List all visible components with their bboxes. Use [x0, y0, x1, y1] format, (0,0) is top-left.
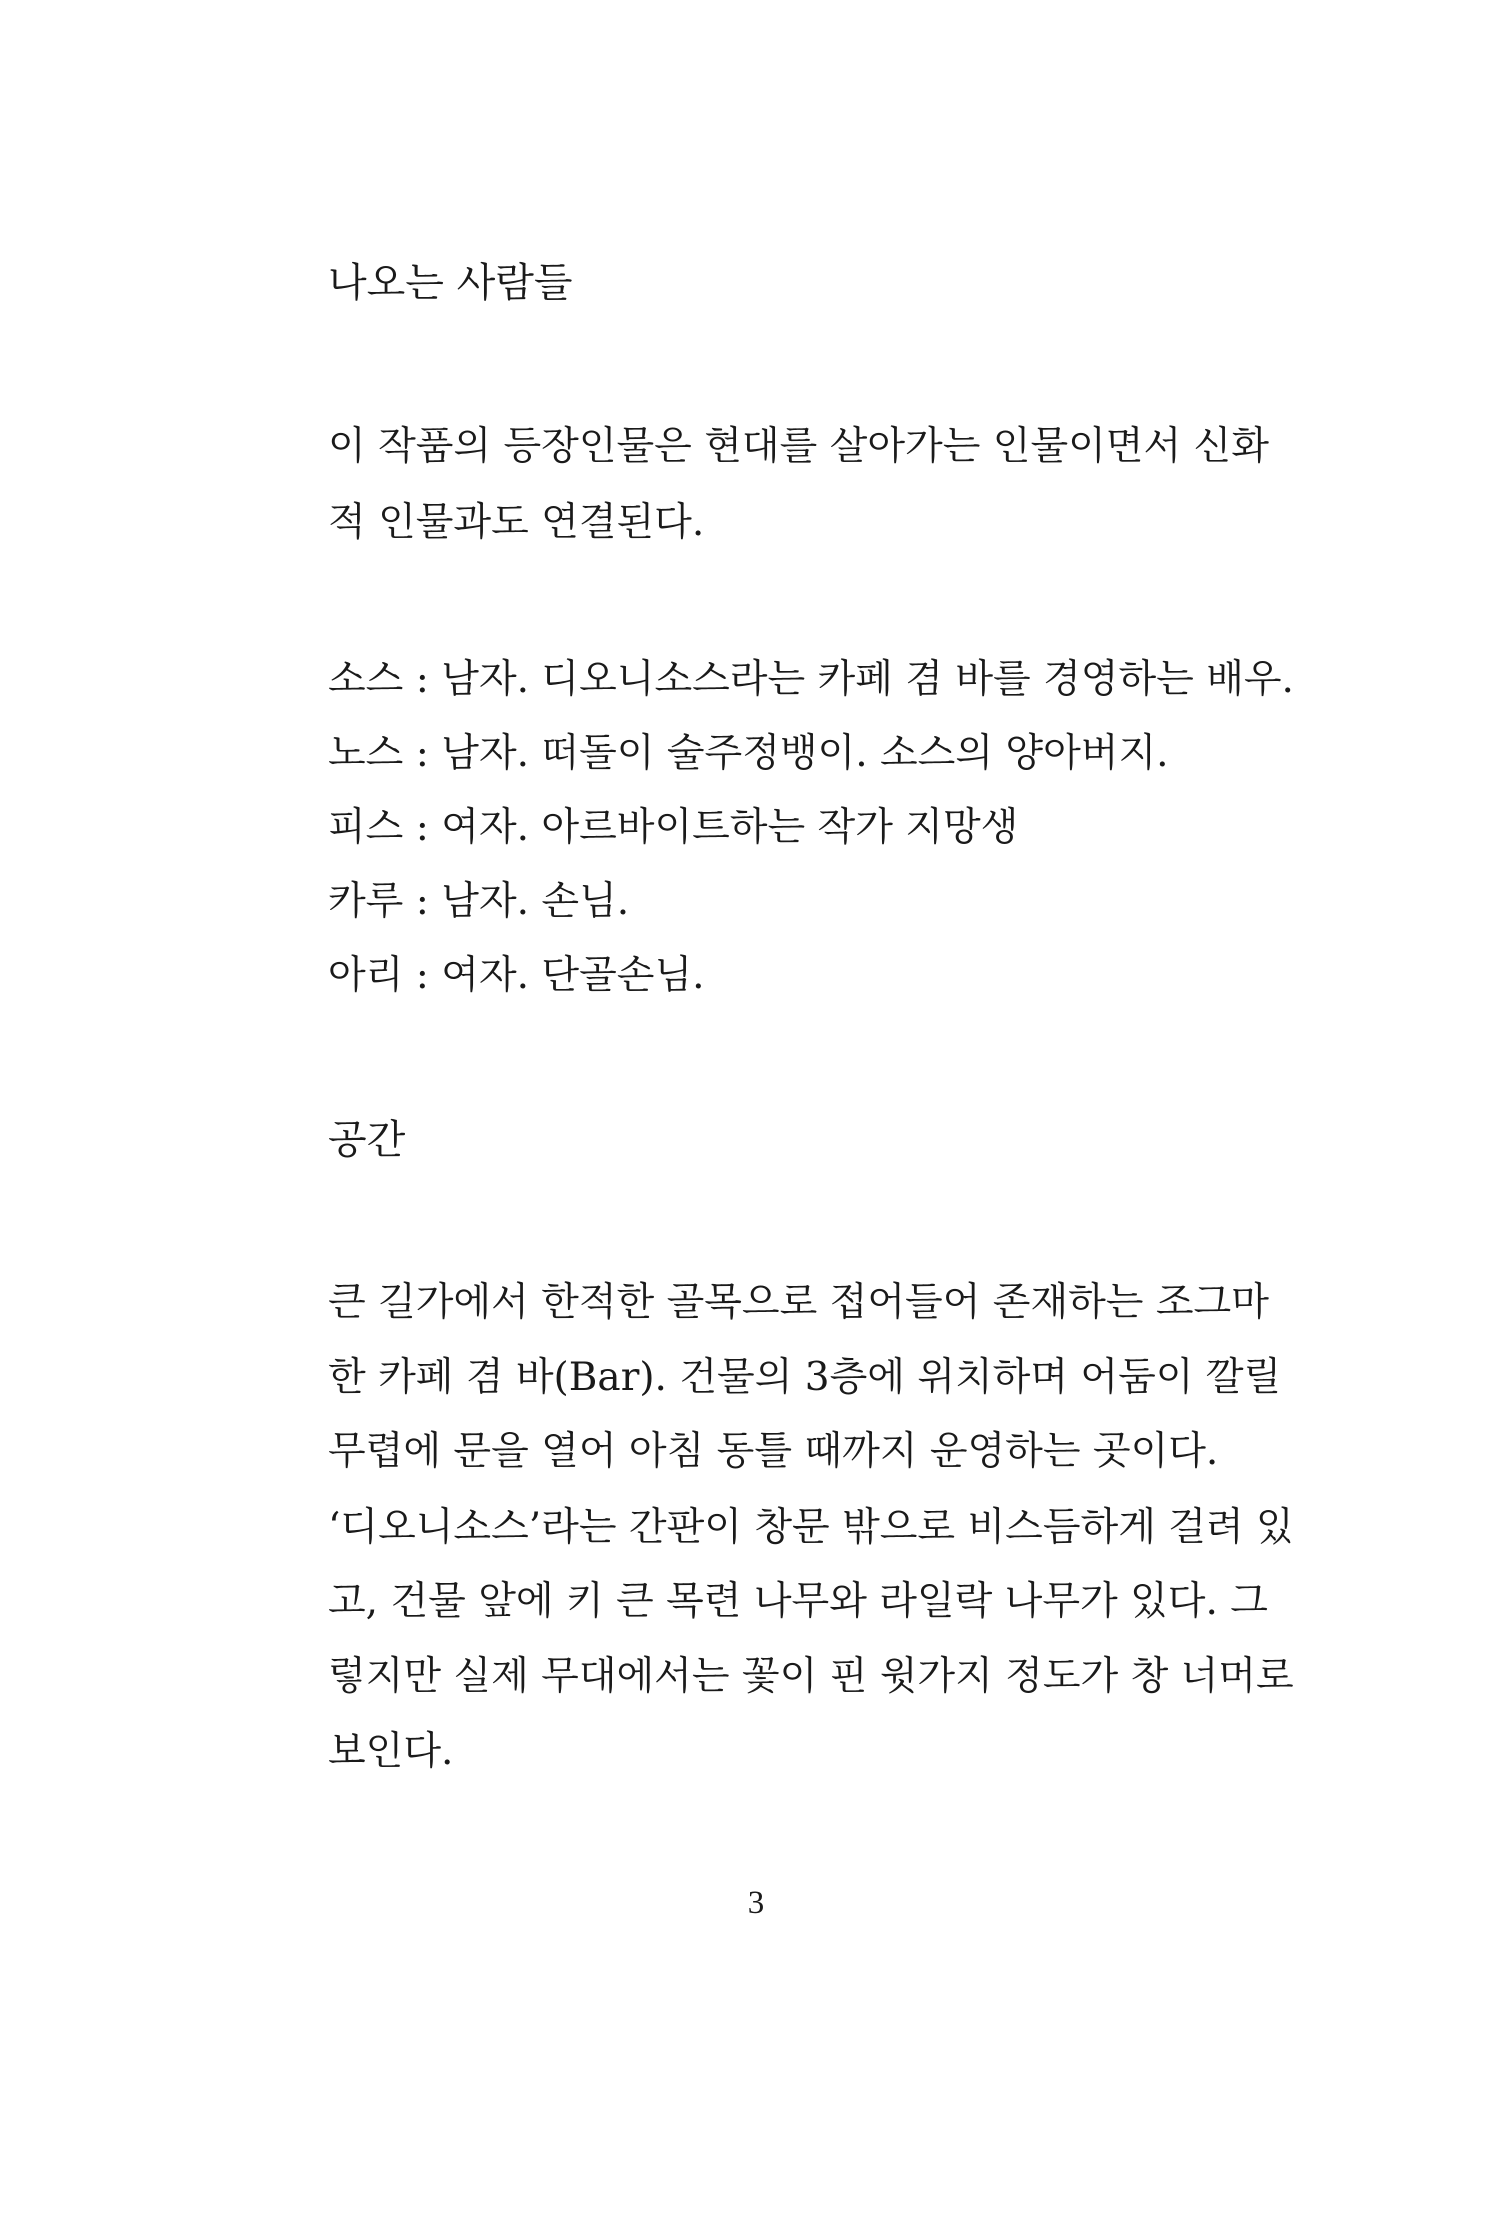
intro-line-2: 적 인물과도 연결된다. [328, 500, 705, 545]
space-line-1: 큰 길가에서 한적한 골목으로 접어들어 존재하는 조그마 [328, 1280, 1269, 1325]
space-line-6: 렇지만 실제 무대에서는 꽃이 핀 윗가지 정도가 창 너머로 [328, 1654, 1294, 1699]
space-line-4: ‘디오니소스’라는 간판이 창문 밖으로 비스듬하게 걸려 있 [328, 1505, 1294, 1550]
character-line-sos: 소스 : 남자. 디오니소스라는 카페 겸 바를 경영하는 배우. [328, 657, 1294, 702]
character-line-ari: 아리 : 여자. 단골손님. [328, 953, 705, 998]
character-line-karu: 카루 : 남자. 손님. [328, 879, 630, 924]
space-line-7: 보인다. [328, 1729, 454, 1774]
space-line-3: 무렵에 문을 열어 아침 동틀 때까지 운영하는 곳이다. [328, 1429, 1219, 1474]
character-line-pis: 피스 : 여자. 아르바이트하는 작가 지망생 [328, 805, 1019, 850]
section-heading-space: 공간 [328, 1117, 406, 1163]
intro-line-1: 이 작품의 등장인물은 현대를 살아가는 인물이면서 신화 [328, 424, 1269, 469]
page-number: 3 [747, 1885, 765, 1921]
space-line-2: 한 카페 겸 바(Bar). 건물의 3층에 위치하며 어둠이 깔릴 [328, 1355, 1282, 1400]
character-line-nos: 노스 : 남자. 떠돌이 술주정뱅이. 소스의 양아버지. [328, 731, 1169, 776]
space-line-5: 고, 건물 앞에 키 큰 목련 나무와 라일락 나무가 있다. 그 [328, 1579, 1268, 1624]
section-heading-characters: 나오는 사람들 [328, 260, 573, 306]
